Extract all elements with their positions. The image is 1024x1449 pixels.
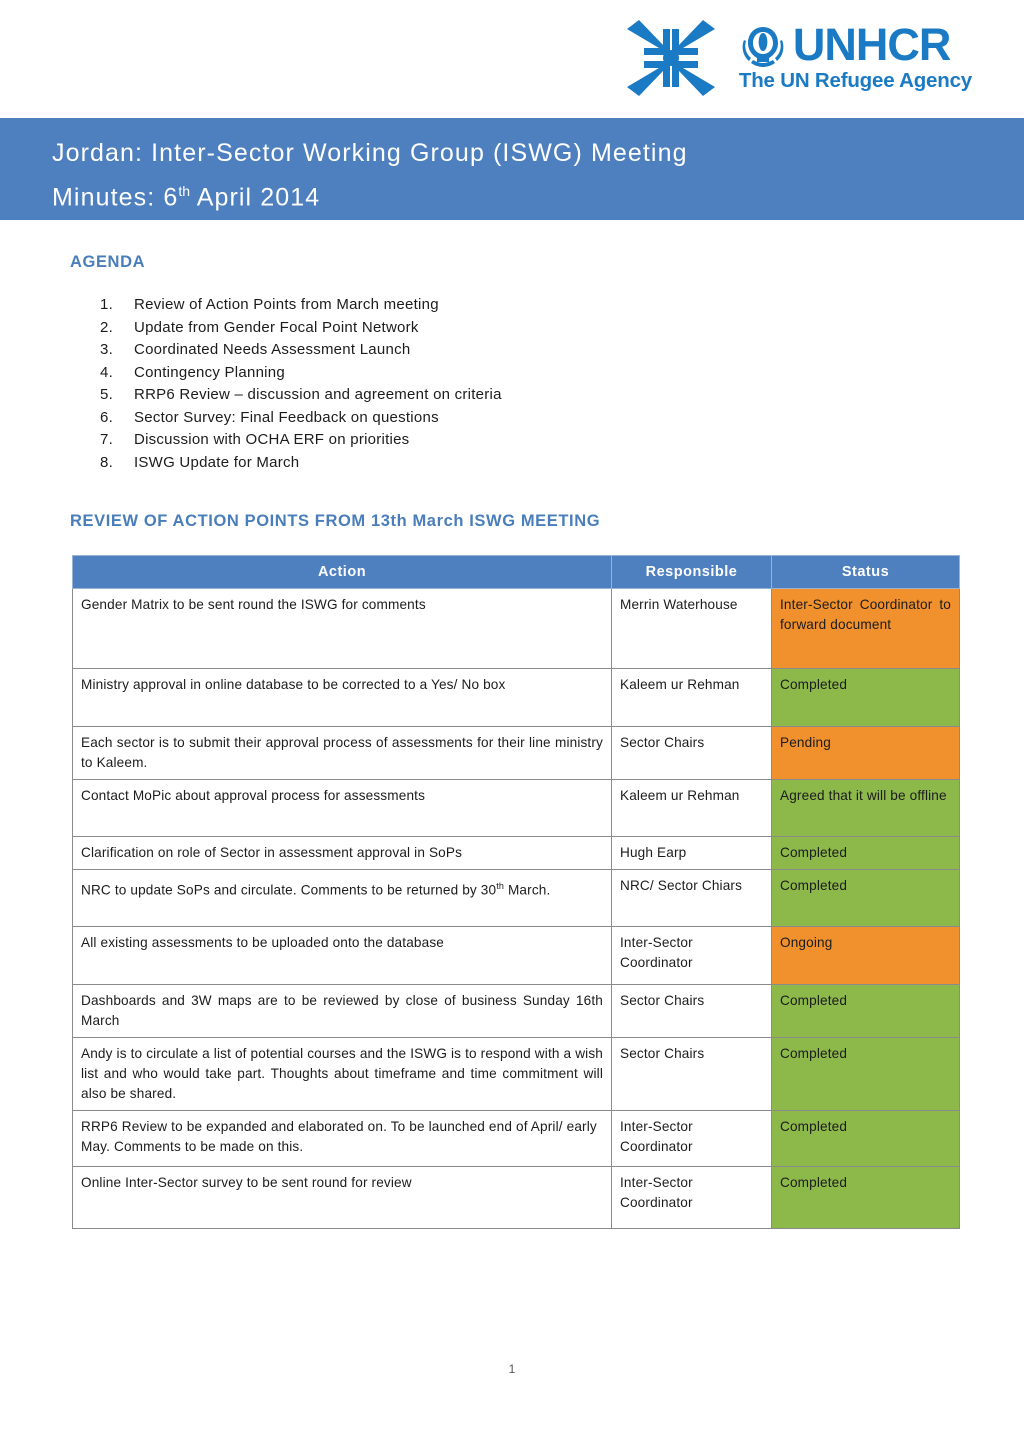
agenda-heading: AGENDA — [70, 253, 146, 271]
title-date-suffix: April 2014 — [190, 183, 321, 212]
agenda-item — [0, 384, 1024, 407]
cell-responsible: Sector Chairs — [612, 727, 772, 780]
cell-status: Completed — [772, 985, 960, 1038]
agenda-item — [0, 407, 1024, 430]
agenda-item-label: Sector Survey: Final Feedback on questions — [134, 408, 439, 426]
agenda-item-label: ISWG Update for March — [134, 453, 300, 471]
cell-status: Pending — [772, 727, 960, 780]
table-row — [73, 837, 960, 870]
agenda-item-number: 4. — [100, 363, 114, 381]
page-number: 1 — [508, 1362, 516, 1376]
agenda-item — [0, 339, 1024, 362]
agenda-item-number: 5. — [100, 386, 114, 403]
unhcr-emblem-icon — [739, 23, 787, 68]
agenda-item-label: Review of Action Points from March meeting — [134, 296, 439, 313]
table-row — [73, 1111, 960, 1167]
title-banner — [0, 118, 1024, 220]
review-section-heading: REVIEW OF ACTION POINTS FROM 13th March ISWG MEETING — [70, 512, 601, 530]
table-row — [73, 927, 960, 985]
cell-status: Agreed that it will be offline — [772, 780, 960, 837]
table-header — [73, 556, 960, 589]
ordinal-suffix: th — [496, 881, 505, 891]
agenda-item — [0, 362, 1024, 385]
agenda-item-label: Coordinated Needs Assessment Launch — [134, 341, 411, 358]
cell-responsible: Hugh Earp — [612, 837, 772, 870]
agenda-item-number: 1. — [100, 296, 114, 313]
cell-action: Ministry approval in online database to be corrected to a Yes/ No box — [73, 669, 612, 727]
table-row — [73, 870, 960, 927]
action-points-table — [72, 555, 960, 1229]
agenda-list — [0, 294, 1024, 474]
table-body — [73, 589, 960, 1229]
cell-status: Completed — [772, 870, 960, 927]
cell-action: Dashboards and 3W maps are to be reviewed by close of business Sunday 16th March — [73, 985, 612, 1038]
table-row — [73, 727, 960, 780]
column-header-action: Action — [73, 556, 612, 589]
agenda-item — [0, 452, 1024, 475]
cell-action: Contact MoPic about approval process for assessments — [73, 780, 612, 837]
cell-action: All existing assessments to be uploaded onto the database — [73, 927, 612, 985]
cell-action: Gender Matrix to be sent round the ISWG for comments — [73, 589, 612, 669]
agenda-item-label: Contingency Planning — [134, 363, 285, 381]
unhcr-tagline: The UN Refugee Agency — [738, 68, 972, 92]
cell-responsible: Sector Chairs — [612, 985, 772, 1038]
table-row — [73, 589, 960, 669]
cell-action: Online Inter-Sector survey to be sent round for review — [73, 1167, 612, 1229]
document-body — [0, 220, 1024, 1229]
cell-action: Andy is to circulate a list of potential courses and the ISWG is to respond with a wish list and who would take part. Thoughts about timeframe and time commitment will also be shared. — [73, 1038, 612, 1111]
agenda-item — [0, 317, 1024, 340]
document-title-line1: Jordan: Inter-Sector Working Group (ISWG) Meeting — [52, 139, 688, 167]
cell-responsible: Merrin Waterhouse — [612, 589, 772, 669]
document-title-line2 — [52, 172, 1024, 216]
cell-responsible: Kaleem ur Rehman — [612, 669, 772, 727]
title-date-ordinal: th — [178, 183, 191, 199]
table-row — [73, 780, 960, 837]
document-header — [0, 0, 1024, 115]
cell-action: Each sector is to submit their approval process of assessments for their line ministry to Kaleem. — [73, 727, 612, 780]
cell-responsible: Kaleem ur Rehman — [612, 780, 772, 837]
unhcr-wordmark-block — [738, 18, 972, 93]
column-header-status: Status — [772, 556, 960, 589]
cell-action: NRC to update SoPs and circulate. Comments to be returned by 30th March. — [73, 870, 612, 927]
agenda-item-label: RRP6 Review – discussion and agreement on criteria — [134, 386, 502, 403]
unhcr-logo — [625, 19, 972, 97]
unhcr-wordmark-text: UNHCR — [792, 18, 951, 70]
cell-status: Ongoing — [772, 927, 960, 985]
table-header-row — [73, 556, 960, 589]
cell-status: Completed — [772, 669, 960, 727]
agenda-item-number: 2. — [100, 318, 114, 336]
cell-responsible: Inter-Sector Coordinator — [612, 927, 772, 985]
agenda-item-label: Update from Gender Focal Point Network — [134, 318, 419, 336]
table-row — [73, 1167, 960, 1229]
cell-action: Clarification on role of Sector in assessment approval in SoPs — [73, 837, 612, 870]
cell-responsible: Inter-Sector Coordinator — [612, 1167, 772, 1229]
cell-responsible: NRC/ Sector Chiars — [612, 870, 772, 927]
table-row — [73, 669, 960, 727]
cell-status: Completed — [772, 837, 960, 870]
agenda-item-label: Discussion with OCHA ERF on priorities — [134, 431, 410, 448]
table-row — [73, 985, 960, 1038]
cell-responsible: Inter-Sector Coordinator — [612, 1111, 772, 1167]
title-date-prefix: Minutes: 6 — [52, 183, 179, 212]
column-header-responsible: Responsible — [612, 556, 772, 589]
cell-responsible: Sector Chairs — [612, 1038, 772, 1111]
agenda-item-number: 7. — [100, 431, 114, 448]
agenda-item — [0, 429, 1024, 452]
agenda-item-number: 6. — [100, 408, 114, 426]
cell-status: Completed — [772, 1038, 960, 1111]
four-arrows-inward-icon — [625, 19, 717, 97]
cell-status: Inter-Sector Coordinator to forward document — [772, 589, 960, 669]
cell-status: Completed — [772, 1111, 960, 1167]
agenda-item-number: 3. — [100, 341, 114, 358]
agenda-item — [0, 294, 1024, 317]
table-row — [73, 1038, 960, 1111]
agenda-item-number: 8. — [100, 453, 114, 471]
cell-action: RRP6 Review to be expanded and elaborated on. To be launched end of April/ early May. Comments to be made on this. — [73, 1111, 612, 1167]
cell-status: Completed — [772, 1167, 960, 1229]
